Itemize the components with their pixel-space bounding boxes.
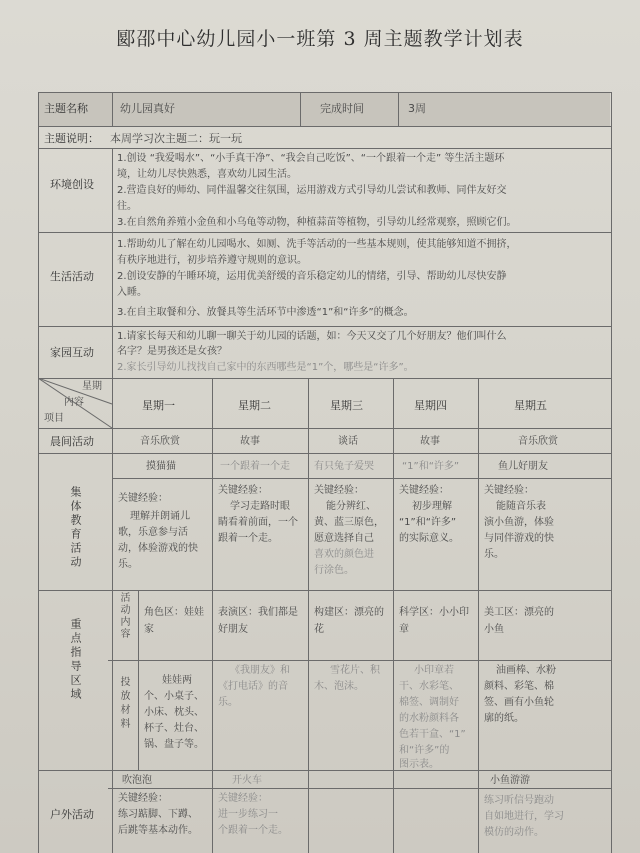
group-title-thu: “1”和“许多” [402, 461, 460, 472]
area-mat-fri-4: 廓的纸。 [484, 713, 524, 724]
area-mat-mon-3: 小床、枕头、 [144, 707, 204, 718]
group-key-fri: 关键经验： [484, 485, 534, 496]
group-key-mon: 关键经验： [118, 493, 168, 504]
group-text-thu-3: 的实际意义。 [399, 533, 459, 544]
area-mat-thu-2: 干、水彩笔、 [399, 681, 459, 692]
area-mat-fri-1: 油画棒、水粉 [496, 665, 556, 676]
group-text-mon-1: 理解并朗诵儿 [130, 511, 190, 522]
group-text-tue-3: 跟着一个走。 [218, 533, 278, 544]
group-key-tue: 关键经验： [218, 485, 268, 496]
outdoor-text-fri-1: 练习听信号跑动 [484, 795, 554, 806]
area-content-fri: 美工区：漂亮的小鱼 [484, 607, 554, 635]
morning-fri: 音乐欣赏 [518, 436, 558, 447]
group-text-thu-1: 初步理解 [412, 501, 452, 512]
time-value: 3周 [408, 102, 426, 115]
outdoor-key-tue: 关键经验： [218, 793, 268, 804]
day-mon: 星期一 [142, 399, 175, 412]
area-mat-tue-1: 《我朋友》和 [230, 665, 290, 676]
outdoor-text-mon-1: 练习踮脚、下蹲、 [118, 809, 198, 820]
corner-item: 项目 [44, 413, 64, 424]
group-text-wed-1: 能分辨红、 [326, 501, 376, 512]
desc-label: 主题说明： [44, 132, 99, 145]
group-text-thu-2: “1”和“许多” [399, 517, 457, 528]
time-label: 完成时间 [320, 102, 364, 115]
group-title-wed: 有只兔子爱哭 [314, 461, 374, 472]
area-material-label: 投放材料 [118, 676, 129, 732]
day-thu: 星期四 [414, 399, 447, 412]
area-content-mon: 角色区：娃娃家 [144, 607, 204, 635]
group-text-tue-1: 学习走路时眼 [230, 501, 290, 512]
area-content-label: 活动内容 [118, 592, 129, 640]
group-key-wed: 关键经验： [314, 485, 364, 496]
home-line-3: 2.家长引导幼儿找找自己家中的东西哪些是“1”个，哪些是“许多”。 [117, 362, 414, 373]
page-title: 郾邵中心幼儿园小一班第 3 周主题教学计划表 [116, 28, 524, 50]
life-line-2: 有秩序地进行，初步培养遵守规则的意识。 [117, 255, 307, 266]
group-text-mon-2: 歌，乐意参与活 [118, 527, 188, 538]
group-label: 集体教育活动 [69, 486, 82, 570]
group-title-tue: 一个跟着一个走 [220, 461, 290, 472]
life-line-4: 入睡。 [117, 287, 147, 298]
area-mat-thu-5: 色若干盒、“1” [399, 729, 466, 740]
area-mat-mon-4: 杯子、灶台、 [144, 723, 204, 734]
env-label: 环境创设 [50, 178, 94, 191]
area-mat-thu-6: 和“许多”的 [399, 745, 450, 756]
group-text-wed-2: 黄、蓝三原色， [314, 517, 384, 528]
env-line-3: 2.营造良好的师幼、同伴温馨交往氛围，运用游戏方式引导幼儿尝试和教师、同伴友好交 [117, 185, 507, 196]
day-wed: 星期三 [330, 399, 363, 412]
area-mat-mon-5: 锅、盘子等。 [144, 739, 204, 750]
morning-tue: 故事 [240, 436, 260, 447]
area-mat-fri-3: 签、画有小鱼轮 [484, 697, 554, 708]
group-text-mon-3: 动，体验游戏的快 [118, 543, 198, 554]
area-content-thu: 科学区：小小印章 [399, 607, 469, 635]
group-text-wed-4: 喜欢的颜色进 [314, 549, 374, 560]
area-mat-tue-3: 乐。 [218, 697, 238, 708]
group-text-wed-5: 行涂色。 [314, 565, 354, 576]
day-tue: 星期二 [238, 399, 271, 412]
area-label: 重点指导区域 [69, 618, 82, 702]
group-title-mon: 摸猫猫 [146, 461, 176, 472]
env-line-5: 3.在自然角养殖小金鱼和小乌龟等动物，种植蒜苗等植物，引导幼儿经常观察，照顾它们。 [117, 217, 517, 228]
area-mat-fri-2: 颜料、彩笔、棉 [484, 681, 554, 692]
corner-content: 内容 [64, 397, 84, 408]
area-content-tue: 表演区：我们都是好朋友 [218, 607, 298, 635]
outdoor-key-mon: 关键经验： [118, 793, 168, 804]
morning-thu: 故事 [420, 436, 440, 447]
group-text-tue-2: 睛看着前面，一个 [218, 517, 298, 528]
outdoor-text-fri-3: 模仿的动作。 [484, 827, 544, 838]
group-text-wed-3: 愿意选择自己 [314, 533, 374, 544]
area-mat-wed-1: 雪花片、积 [330, 665, 380, 676]
life-line-5: 3.在自主取餐和分、放餐具等生活环节中渗透“1”和“许多”的概念。 [117, 307, 414, 318]
morning-wed: 谈话 [338, 436, 358, 447]
life-line-1: 1.帮助幼儿了解在幼儿园喝水、如厕、洗手等活动的一些基本规则，使其能够知道不拥挤， [117, 239, 517, 250]
group-text-fri-4: 乐。 [484, 549, 504, 560]
outdoor-text-tue-2: 个跟着一个走。 [218, 825, 288, 836]
outdoor-label: 户外活动 [50, 808, 94, 821]
morning-mon: 音乐欣赏 [140, 436, 180, 447]
area-mat-thu-3: 棉签、调制好 [399, 697, 459, 708]
home-line-1: 1.请家长每天和幼儿聊一聊关于幼儿园的话题，如：今天又交了几个好朋友？他们叫什么 [117, 331, 507, 342]
home-line-2: 名字？是男孩还是女孩？ [117, 346, 227, 357]
group-text-fri-1: 能随音乐表 [496, 501, 546, 512]
area-mat-mon-1: 娃娃两 [162, 675, 192, 686]
theme-label: 主题名称 [44, 102, 88, 115]
outdoor-game-tue: 开火车 [232, 775, 262, 786]
group-text-mon-4: 乐。 [118, 559, 138, 570]
day-fri: 星期五 [514, 399, 547, 412]
outdoor-game-fri: 小鱼游游 [490, 775, 530, 786]
outdoor-text-mon-2: 后跳等基本动作。 [118, 825, 198, 836]
outdoor-game-mon: 吹泡泡 [122, 775, 152, 786]
life-line-3: 2.创设安静的午睡环境，运用优美舒缓的音乐稳定幼儿的情绪，引导、帮助幼儿尽快安静 [117, 271, 507, 282]
outdoor-text-fri-2: 自如地进行，学习 [484, 811, 564, 822]
env-line-2: 境，让幼儿尽快熟悉，喜欢幼儿园生活。 [117, 169, 297, 180]
group-key-thu: 关键经验： [399, 485, 449, 496]
area-mat-wed-2: 木、泡沫。 [314, 681, 364, 692]
morning-label: 晨间活动 [50, 435, 94, 448]
outdoor-text-tue-1: 进一步练习一 [218, 809, 278, 820]
desc-value: 本周学习次主题二：玩一玩 [110, 132, 242, 145]
group-text-fri-2: 演小鱼游，体验 [484, 517, 554, 528]
env-line-4: 往。 [117, 201, 137, 212]
area-mat-thu-1: 小印章若 [414, 665, 454, 676]
area-content-wed: 构建区：漂亮的花 [314, 607, 384, 635]
area-mat-thu-7: 图示表。 [399, 759, 439, 770]
area-mat-thu-4: 的水粉颜料各 [399, 713, 459, 724]
group-text-fri-3: 与同伴游戏的快 [484, 533, 554, 544]
area-mat-tue-2: 《打电话》的音 [218, 681, 288, 692]
theme-value: 幼儿园真好 [120, 102, 175, 115]
group-title-fri: 鱼儿好朋友 [498, 461, 548, 472]
life-label: 生活活动 [50, 270, 94, 283]
home-label: 家园互动 [50, 346, 94, 359]
env-line-1: 1.创设 “我爱喝水”、“小手真干净”、“我会自己吃饭”、“一个跟着一个走” 等生活主题环 [117, 153, 505, 164]
area-mat-mon-2: 个、小桌子、 [144, 691, 204, 702]
corner-weekday: 星期 [82, 381, 102, 392]
